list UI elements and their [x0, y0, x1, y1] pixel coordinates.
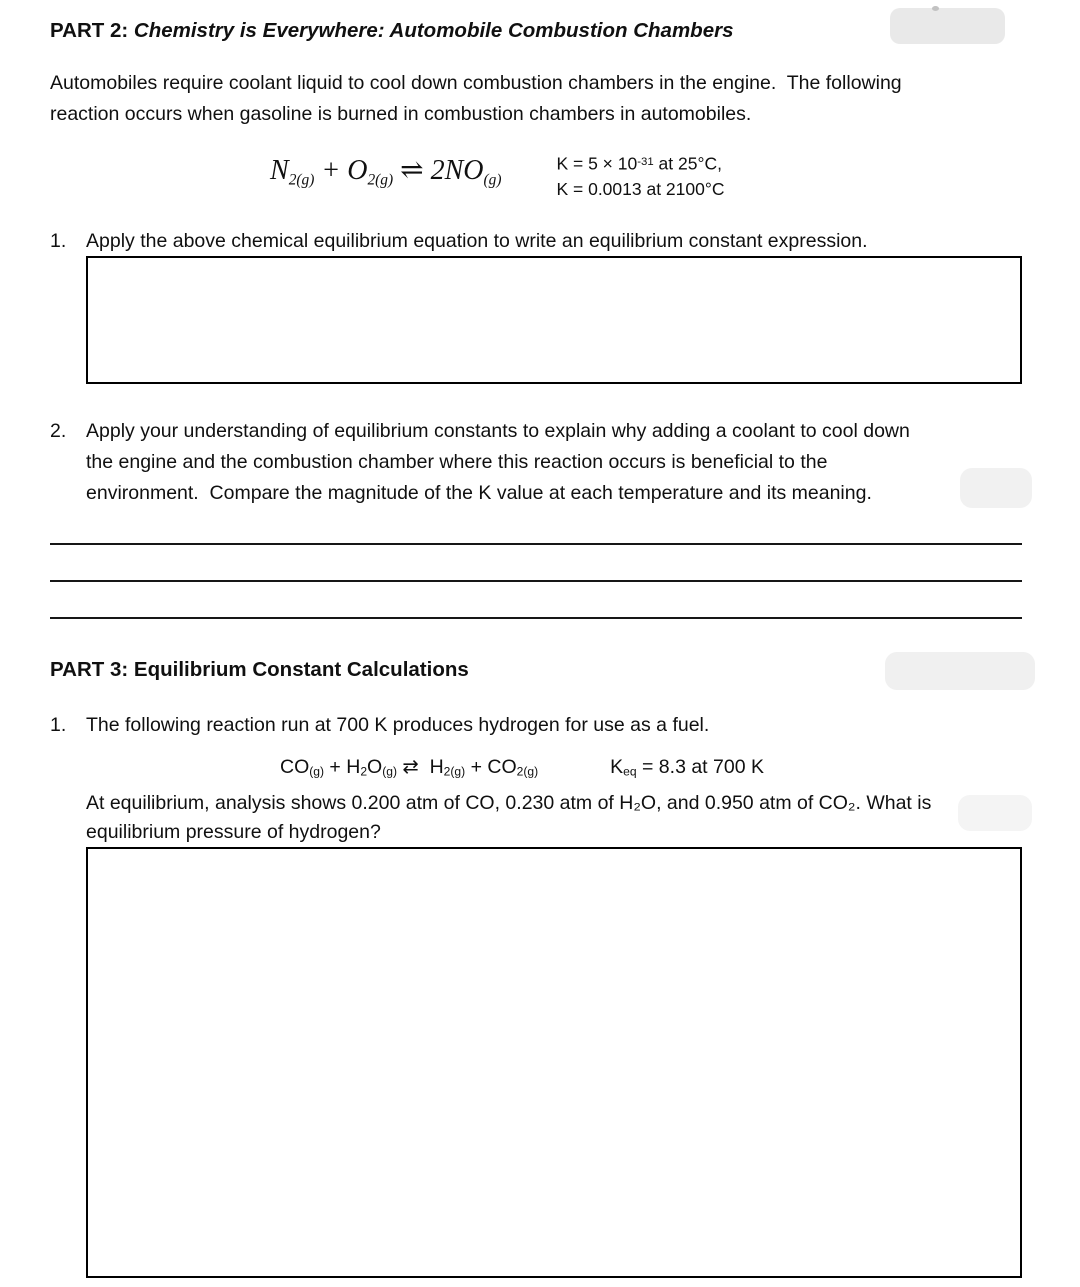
detail-line: equilibrium pressure of hydrogen? [86, 821, 381, 844]
k-values-block [556, 150, 724, 202]
product: 2NO [430, 155, 484, 187]
part3-heading: PART 3: Equilibrium Constant Calculations [50, 657, 469, 681]
eq2-seg3-subscript: (g) [382, 764, 397, 779]
question-text-line: environment. Compare the magnitude of the K value at each temperature and its meaning. [86, 481, 872, 504]
keq-subscript: eq [623, 764, 637, 779]
part2-heading-prefix: PART 2: [50, 19, 134, 42]
k-line1-base: K = 5 × 10 [556, 153, 638, 174]
question-text: The following reaction run at 700 K produces hydrogen for use as a fuel. [86, 713, 710, 736]
question-text-line: the engine and the combustion chamber where this reaction occurs is beneficial to the [86, 450, 828, 473]
eq2-seg1: CO [280, 755, 310, 778]
chemical-equation-n2-o2-no [270, 153, 501, 198]
part2-equation-block [270, 150, 1022, 202]
answer-line [50, 582, 1022, 619]
redaction-smudge-detail [958, 795, 1032, 831]
reactant2: O [347, 155, 368, 187]
part2-intro-paragraph [50, 68, 1022, 130]
answer-box-2 [86, 847, 1022, 1278]
keq-symbol: K [610, 755, 624, 778]
intro-line: reaction occurs when gasoline is burned in combustion chambers in automobiles. [50, 103, 752, 125]
part3-question-1 [50, 710, 1022, 741]
redaction-smudge-q2 [960, 468, 1032, 508]
eq2-seg1-subscript: (g) [309, 764, 325, 779]
intro-line: Automobiles require coolant liquid to cool down combustion chambers in the engine. The following [50, 72, 902, 94]
question-number: 1. [50, 713, 67, 736]
part3-detail-paragraph [86, 789, 1022, 847]
keq-number: = 8.3 at 700 K [636, 755, 764, 778]
k-line1-exponent: -31 [637, 156, 654, 168]
question-number: 1. [50, 229, 67, 252]
k-line1-condition: at 25°C, [653, 153, 722, 174]
answer-box-1 [86, 256, 1022, 384]
part2-heading [50, 18, 1022, 44]
detail-line: At equilibrium, analysis shows 0.200 atm of CO, 0.230 atm of H₂O, and 0.950 atm of CO₂. What is [86, 792, 932, 815]
answer-lines-group [50, 509, 1022, 619]
part2-question-1 [50, 228, 1022, 254]
redaction-smudge-part3 [885, 652, 1035, 690]
eq2-seg5-subscript: 2(g) [516, 764, 539, 779]
equilibrium-arrow: ⇌ [393, 155, 431, 187]
part3-equation-row [280, 754, 1022, 785]
reactant2-subscript: 2(g) [367, 171, 394, 189]
keq-value [610, 756, 764, 778]
answer-line [50, 509, 1022, 545]
eq2-seg2: + H [324, 755, 361, 778]
product-subscript: (g) [483, 171, 502, 189]
chemical-equation-co-h2o [280, 756, 538, 778]
k-value-line-1 [556, 150, 724, 177]
eq2-seg4: H [424, 755, 444, 778]
plus-sign: + [314, 155, 348, 187]
k-value-line-2: K = 0.0013 at 2100°C [556, 178, 725, 199]
scan-artifact-dot [932, 6, 939, 11]
redaction-smudge-top [890, 8, 1005, 44]
question-text-line: Apply your understanding of equilibrium constants to explain why adding a coolant to cool down [86, 419, 910, 442]
question-number: 2. [50, 419, 67, 442]
reactant1: N [270, 155, 289, 187]
eq2-seg2-subscript: 2 [360, 764, 368, 779]
question-text-block [86, 416, 910, 509]
eq2-seg5: + CO [465, 755, 517, 778]
reactant1-subscript: 2(g) [288, 171, 315, 189]
answer-line [50, 545, 1022, 582]
eq2-seg3: O [367, 755, 383, 778]
part2-heading-title: Chemistry is Everywhere: Automobile Combustion Chambers [133, 19, 734, 42]
part2-question-2 [50, 416, 1022, 509]
equilibrium-arrow: ⇄ [396, 755, 425, 778]
question-text: Apply the above chemical equilibrium equation to write an equilibrium constant expression. [86, 229, 868, 252]
eq2-seg4-subscript: 2(g) [443, 764, 466, 779]
